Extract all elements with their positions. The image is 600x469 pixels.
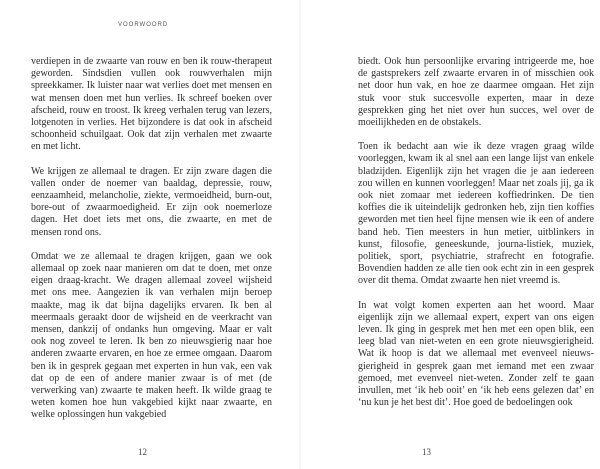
paragraph: biedt. Ook hun persoonlijke ervaring intrigeerde me, hoe de gastsprekers zelf zwaarte ervaren in of misschien ook net door hun vak, en hoe ze daarmee omgaan. Het zijn stuk voor stuk succesvolle experten, maar in deze gesprekken ging het niet over hun succes, wel over de moeilijkheden en de obstakels.	[358, 56, 594, 129]
page-number: 13	[422, 447, 431, 457]
paragraph: Toen ik bedacht aan wie ik deze vragen graag wilde voorleggen, kwam ik al snel aan een lange lijst van enkele bladzijden. Eigenlijk zijn het vragen die je aan iedereen zou willen en kunnen voorleggen! Maar net zoals jij, ga ik ook niet zomaar met iedereen koffiedrinken. De tien koffies die ik uiteindelijk gedronken heb, zijn tien koffies geworden met tien heel fijne mensen wie ik een of andere band heb. Tien meesters in hun metier, uitblinkers in kunst, filosofie, geneeskunde, journa-listiek, muziek, politiek, sport, psychiatrie, strafrecht en fotografie. Bovendien hadden ze alle tien ook echt zin in een gesprek over dit thema. Omdat zwaarte hen niet vreemd is.	[358, 141, 594, 287]
left-page	[0, 0, 299, 469]
paragraph: Omdat we ze allemaal te dragen krijgen, gaan we ook allemaal op zoek naar manieren om dat te doen, met onze eigen draag-kracht. We dragen allemaal zoveel wijsheid met ons mee. Aangezien ik van verhalen mijn beroep maakte, mag ik dat bijna dagelijks ervaren. Ik ben al meermaals geraakt door de wijsheid en de veerkracht van mensen, dankzij of ondanks hun omgeving. Maar er valt ook nog zoveel te leren. Ik ben zo nieuwsgierig naar hoe anderen zwaarte ervaren, en hoe ze ermee omgaan. Daarom ben ik in gesprek gegaan met experten in hun vak, een vak dat op de een of andere manier zwaar is of met (de verwerking van) zwaarte te maken heeft. Ik wilde graag te weten komen hoe hun vakgebied kijkt naar zwaarte, en welke oplossingen hun vakgebied	[31, 250, 272, 421]
running-head: VOORWOORD	[118, 22, 169, 28]
paragraph: In wat volgt komen experten aan het woord. Maar eigenlijk zijn we allemaal expert, expert van ons eigen leven. Ik ging in gesprek met hen met een open blik, een leeg blad van niet-weten en een grote nieuwsgierigheid. Wat ik hoop is dat we allemaal met evenveel nieuws-gierigheid in gesprek gaan met iemand met een zwaar gemoed, met evenveel niet-weten. Zonder zelf te gaan invullen, met ‘ik heb ooit’ en ‘ik heb eens gelezen dat’ en ‘nu kun je het best dit’. Hoe goed de bedoelingen ook	[358, 299, 594, 409]
left-page-body	[31, 56, 272, 422]
paragraph: verdiepen in de zwaarte van rouw en ben ik rouw-therapeut geworden. Sindsdien vullen ook rouwverhalen mijn spreekkamer. Ik luister naar wat verlies doet met mensen en wat mensen doen met hun verlies. Ik schreef boeken over afscheid, rouw en troost. Ik kreeg verhalen terug van lezers, lotgenoten in verlies. Het bijzondere is dat ook in afscheid schoonheid schuilgaat. Ook dat zijn verhalen met zwaarte en met licht.	[31, 56, 272, 153]
right-page-body	[358, 56, 594, 409]
right-page	[301, 0, 600, 469]
page-number: 12	[138, 447, 147, 457]
paragraph: We krijgen ze allemaal te dragen. Er zijn zware dagen die vallen onder de noemer van baaldag, depressie, rouw, eenzaamheid, melancholie, ziekte, vermoeidheid, burn-out, bore-out of zwaarmoedigheid. Er zijn ook noemerloze dagen. Het doet iets met ons, die zwaarte, en met de mensen rond ons.	[31, 165, 272, 238]
